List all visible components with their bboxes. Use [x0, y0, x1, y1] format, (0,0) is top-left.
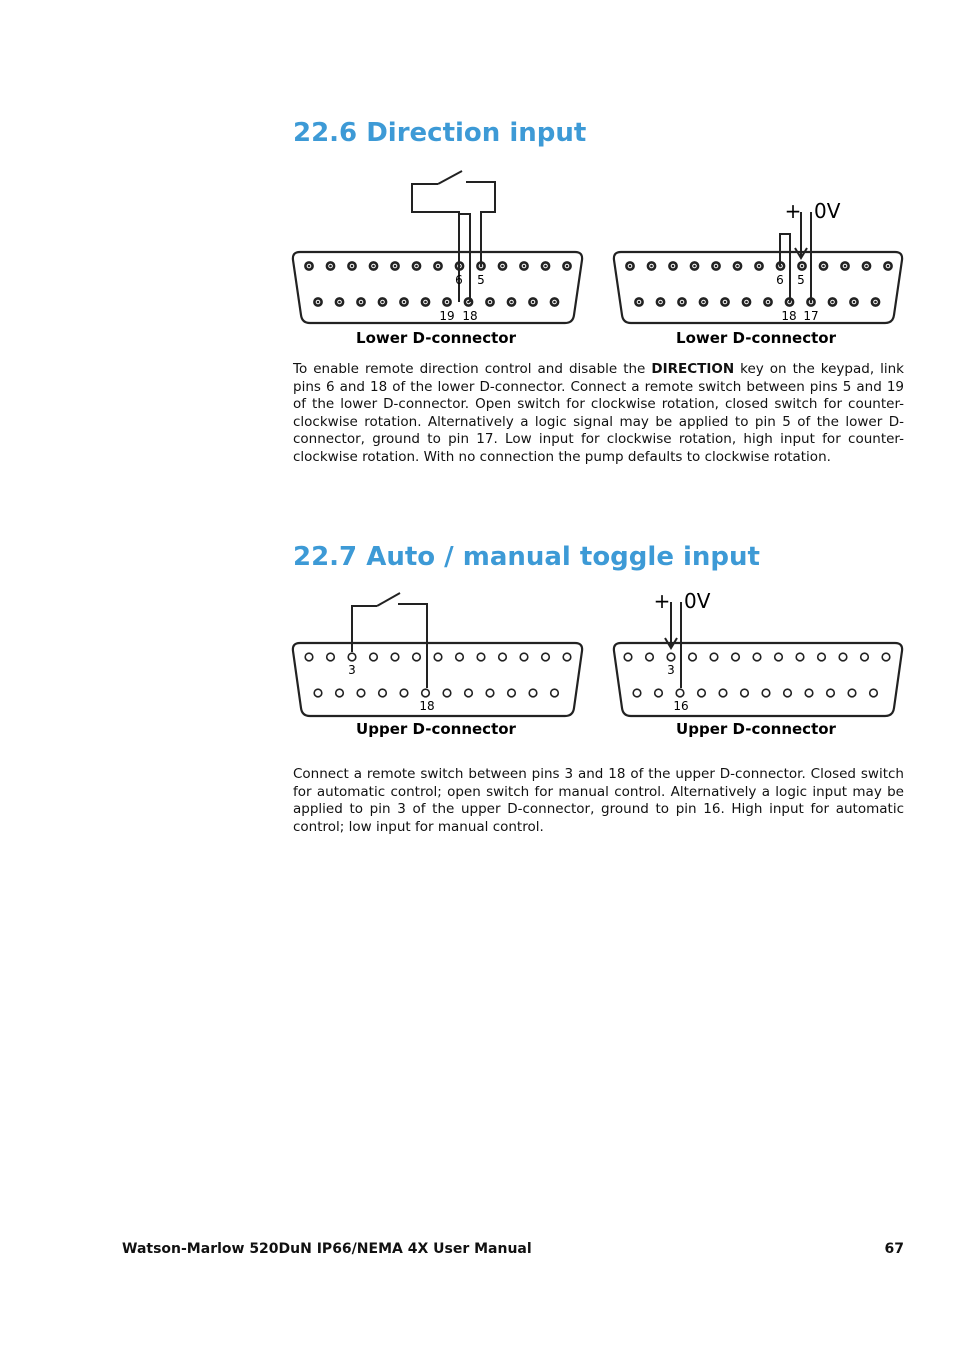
connector-pin-center	[544, 265, 547, 268]
connector-pin-center	[659, 301, 662, 304]
connector-pin	[818, 653, 826, 661]
connector-pin	[327, 653, 335, 661]
connector-pin-center	[745, 301, 748, 304]
connector-pin-center	[822, 265, 825, 268]
connector-pin	[848, 689, 856, 697]
connector-pin-center	[887, 265, 890, 268]
connector-pin	[499, 653, 507, 661]
connector-pin	[689, 653, 697, 661]
connector-pin	[434, 653, 442, 661]
pin-label: 16	[673, 699, 689, 713]
connector-pin	[563, 653, 571, 661]
connector-pin	[422, 689, 430, 697]
connector-pin-center	[853, 301, 856, 304]
connector-pin	[456, 653, 464, 661]
connector-pin	[741, 689, 749, 697]
section-title-direction-input: 22.6 Direction input	[293, 118, 587, 148]
footer-manual-title: Watson-Marlow 520DuN IP66/NEMA 4X User Manual	[122, 1241, 532, 1257]
connector-caption: Upper D-connector	[356, 720, 516, 738]
connector-pin	[784, 689, 792, 697]
connector-pin	[732, 653, 740, 661]
connector-pin-center	[629, 265, 632, 268]
connector-pin	[400, 689, 408, 697]
connector-pin	[336, 689, 344, 697]
supply-plus-label: +	[784, 199, 802, 223]
connector-pin-center	[553, 301, 556, 304]
direction-input-description	[293, 361, 904, 467]
connector-pin	[314, 689, 322, 697]
connector-pin-center	[394, 265, 397, 268]
connector-pin-center	[317, 301, 320, 304]
switch-lever	[377, 593, 400, 606]
connector-pin	[827, 689, 835, 697]
connector-pin-center	[360, 301, 363, 304]
connector-pin-center	[501, 265, 504, 268]
connector-pin	[870, 689, 878, 697]
connector-pin	[719, 689, 727, 697]
pin-label: 6	[776, 273, 784, 287]
connector-pin	[839, 653, 847, 661]
connector-pin	[698, 689, 706, 697]
left-lower-d-connector	[293, 171, 582, 347]
connector-caption: Lower D-connector	[356, 329, 516, 347]
connector-pin	[477, 653, 485, 661]
connector-pin-center	[844, 265, 847, 268]
supply-ground-label: 0V	[684, 589, 711, 613]
pin-label: 18	[419, 699, 435, 713]
supply-plus-label: +	[653, 589, 671, 613]
connector-pin	[370, 653, 378, 661]
section-title-auto-manual-toggle: 22.7 Auto / manual toggle input	[293, 542, 760, 572]
pin-label: 5	[797, 273, 805, 287]
connector-pin	[805, 689, 813, 697]
connector-pin-center	[437, 265, 440, 268]
connector-pin-center	[736, 265, 739, 268]
connector-pin-center	[446, 301, 449, 304]
connector-pin-center	[650, 265, 653, 268]
connector-pin-center	[403, 301, 406, 304]
connector-pin	[305, 653, 313, 661]
direction-input-diagram	[290, 168, 906, 350]
connector-pin-center	[329, 265, 332, 268]
pin-label: 18	[462, 309, 478, 323]
pin-label: 6	[455, 273, 463, 287]
auto-manual-toggle-description: Connect a remote switch between pins 3 and 18 of the upper D-connector. Closed switch for automatic control; open switch for manual control. Alternatively a logic input may be applied to pin 3 of the upper D-connector, ground to pin 16. High input for automatic control; low input for manual control.	[293, 766, 904, 835]
connector-pin-center	[424, 301, 427, 304]
connector-pin	[676, 689, 684, 697]
connector-pin	[667, 653, 675, 661]
connector-pin	[520, 653, 528, 661]
auto-manual-toggle-diagram	[290, 588, 906, 740]
connector-pin-center	[874, 301, 877, 304]
connector-pin-center	[415, 265, 418, 268]
connector-pin	[529, 689, 537, 697]
connector-pin-center	[767, 301, 770, 304]
right-lower-d-connector	[614, 199, 902, 347]
connector-pin	[753, 653, 761, 661]
pin-label: 17	[803, 309, 819, 323]
connector-pin	[882, 653, 890, 661]
connector-pin-center	[381, 301, 384, 304]
connector-pin	[633, 689, 641, 697]
connector-pin-center	[638, 301, 641, 304]
connector-pin-center	[532, 301, 535, 304]
connector-pin-center	[489, 301, 492, 304]
pin-label: 18	[781, 309, 797, 323]
connector-pin-center	[865, 265, 868, 268]
connector-pin	[710, 653, 718, 661]
connector-pin	[465, 689, 473, 697]
connector-pin	[861, 653, 869, 661]
connector-pin	[486, 689, 494, 697]
connector-pin-center	[523, 265, 526, 268]
connector-pin	[357, 689, 365, 697]
connector-pin	[413, 653, 421, 661]
connector-pin-center	[351, 265, 354, 268]
supply-ground-label: 0V	[814, 199, 841, 223]
connector-pin	[551, 689, 559, 697]
connector-pin-center	[510, 301, 513, 304]
pin-label: 19	[439, 309, 455, 323]
direction-key-name: DIRECTION	[651, 361, 735, 377]
connector-pin-center	[758, 265, 761, 268]
connector-pin	[391, 653, 399, 661]
connector-pin-center	[831, 301, 834, 304]
connector-caption: Lower D-connector	[676, 329, 836, 347]
connector-pin-center	[702, 301, 705, 304]
footer-page-number: 67	[884, 1241, 904, 1257]
connector-pin	[443, 689, 451, 697]
connector-pin-center	[724, 301, 727, 304]
right-upper-d-connector	[614, 589, 902, 738]
connector-pin-center	[715, 265, 718, 268]
connector-pin-center	[801, 265, 804, 268]
connector-pin-center	[338, 301, 341, 304]
connector-pin-center	[566, 265, 569, 268]
connector-pin	[348, 653, 356, 661]
connector-pin	[542, 653, 550, 661]
pin-label: 3	[348, 663, 356, 677]
connector-pin	[624, 653, 632, 661]
connector-pin-center	[672, 265, 675, 268]
connector-pin	[796, 653, 804, 661]
connector-pin-center	[308, 265, 311, 268]
connector-pin	[646, 653, 654, 661]
pin-label: 5	[477, 273, 485, 287]
description-text: key on the keypad, link pins 6 and 18 of the lower D-connector. Connect a remote switch between pins 5 and 19 of the lower D-connector. Open switch for clockwise rotation, closed switch for counter-clockwise rotation. Alternatively a logic signal may be applied to pin 5 of the lower D-connector, ground to pin 17. Low input for clockwise rotation, high input for counter-clockwise rotation. With no connection the pump defaults to clockwise rotation.	[293, 361, 904, 465]
description-text: To enable remote direction control and disable the	[293, 361, 652, 377]
left-upper-d-connector	[293, 593, 582, 738]
pin-label: 3	[667, 663, 675, 677]
switch-lever	[438, 171, 462, 184]
connector-pin	[762, 689, 770, 697]
connector-pin-center	[681, 301, 684, 304]
connector-pin	[379, 689, 387, 697]
connector-pin-center	[372, 265, 375, 268]
connector-pin	[775, 653, 783, 661]
connector-pin	[655, 689, 663, 697]
connector-pin	[508, 689, 516, 697]
connector-caption: Upper D-connector	[676, 720, 836, 738]
connector-pin-center	[693, 265, 696, 268]
